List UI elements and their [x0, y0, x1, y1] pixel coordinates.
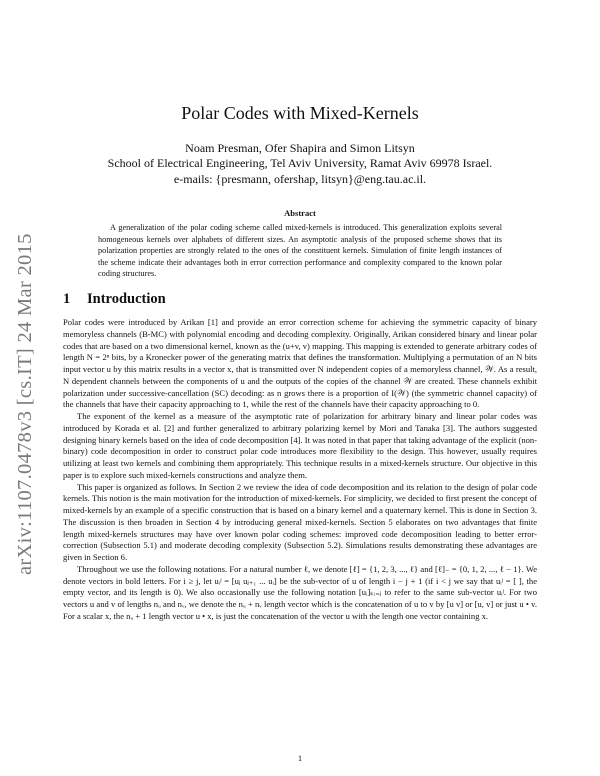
paper-title: Polar Codes with Mixed-Kernels — [181, 103, 419, 123]
paragraph: Polar codes were introduced by Arikan [1] and provide an error correction scheme for achieving the symmetric capacity of binary memoryless channels (B-MC) with polynomial encoding and decoding complexity. Originally, Arikan considered binary and linear polar codes that are based on a two dimensional kernel, known as the (u+v, v) mapping. This mapping is extended to generate arbitrary codes of length N = 2ⁿ bits, by a Kronecker power of the generating matrix that defines the transformation. Multiplying a permutation of an N bits input vector u by this matrix results in a vector x, that is transmitted over N independent copies of a memoryless channel, 𝒲. As a result, N dependent channels between the components of u and the outputs of the copies of the channel 𝒲 are created. These channels exhibit polarization under successive-cancellation (SC) decoding: as n grows there is a proportion of I(𝒲) (the symmetric channel capacity) of the channels that have their capacity approaching to 1, while the rest of the channels have their capacity approaching to 0. — [63, 317, 537, 410]
section-heading — [63, 291, 166, 308]
author-affiliation: School of Electrical Engineering, Tel Aviv University, Ramat Aviv 69978 Israel. — [107, 156, 493, 171]
abstract-text: A generalization of the polar coding scheme called mixed-kernels is introduced. This generalization exploits several homogeneous kernels over alphabets of different sizes. An asymptotic analysis of the proposed scheme shows that its polarization properties are strongly related to the ones of the constituent kernels. Simulation of finite length instances of the scheme indicate their advantages both in error correction performance and complexity compared to the known polar coding structures. — [98, 223, 502, 278]
abstract-heading: Abstract — [284, 208, 316, 218]
paragraph: Throughout we use the following notations. For a natural number ℓ, we denote [ℓ] = {1, 2, 3, ..., ℓ} and [ℓ]₋ = {0, 1, 2, ..., ℓ − 1}. We denote vectors in bold letters. For i ≥ j, let uᵢʲ = [uⱼ uⱼ₊₁ ... uᵢ] be the sub-vector of u of length i − j + 1 (if i < j we say that uᵢʲ = [ ], the empty vector, and its length is 0). We also occasionally use the following notation [uᵢ]ₖᵢ₌ⱼ to refer to the same sub-vector uᵢʲ. For two vectors u and v of lengths nᵤ and nᵥ, we denote the nᵤ + nᵥ length vector which is the concatenation of u to v by [u v] or [u, v] or just u • v. For a scalar x, the nᵤ + 1 length vector u • x, is just the concatenation of the vector u with the length one vector containing x. — [63, 563, 537, 621]
author-block — [0, 141, 600, 187]
author-emails: e-mails: {presmann, ofershap, litsyn}@eng.tau.ac.il. — [173, 171, 427, 186]
section-number: 1 — [63, 291, 71, 307]
paragraph: This paper is organized as follows. In Section 2 we review the idea of code decomposition and its relation to the design of polar code kernels. This notion is the main motivation for the introduction of mixed-kernels. For simplicity, we decided to first present the concept of mixed-kernels by an example of a specific construction that is based on a binary kernel and a quaternary kernel. This is done in Section 3. The discussion is then broaden in Section 4 by introducing general mixed-kernels. Section 5 elaborates on two advantages that finite length mixed-kernels structures may have over known polar coding schemes: improved code decomposition leading to better error-correction (Subsection 5.1) and moderate decoding complexity (Subsection 5.2). Simulations results demonstrating these advantages are given in Section 6. — [63, 481, 537, 562]
paragraph: The exponent of the kernel as a measure of the asymptotic rate of polarization for arbitrary binary and linear polar codes was introduced by Korada et al. [2] and further generalized to arbitrary polarizing kernel by Mori and Tanaka [3]. The authors suggested designing binary kernels based on the idea of code decomposition [4]. It was noted in that paper that taking advantage of the explicit (non-binary) code decomposition in order to construct polar code introduces more flexibility to the design. This however, usually requires utilizing at least two kernels and combining them appropriately. This technique results in a mixed-kernels structure. Our objective in this paper is to explore such mixed-kernels constructions and analyze them. — [63, 411, 537, 480]
author-names: Noam Presman, Ofer Shapira and Simon Litsyn — [185, 141, 415, 155]
section-title: Introduction — [87, 291, 166, 307]
body-text — [63, 317, 537, 623]
page-number: 1 — [297, 753, 303, 763]
